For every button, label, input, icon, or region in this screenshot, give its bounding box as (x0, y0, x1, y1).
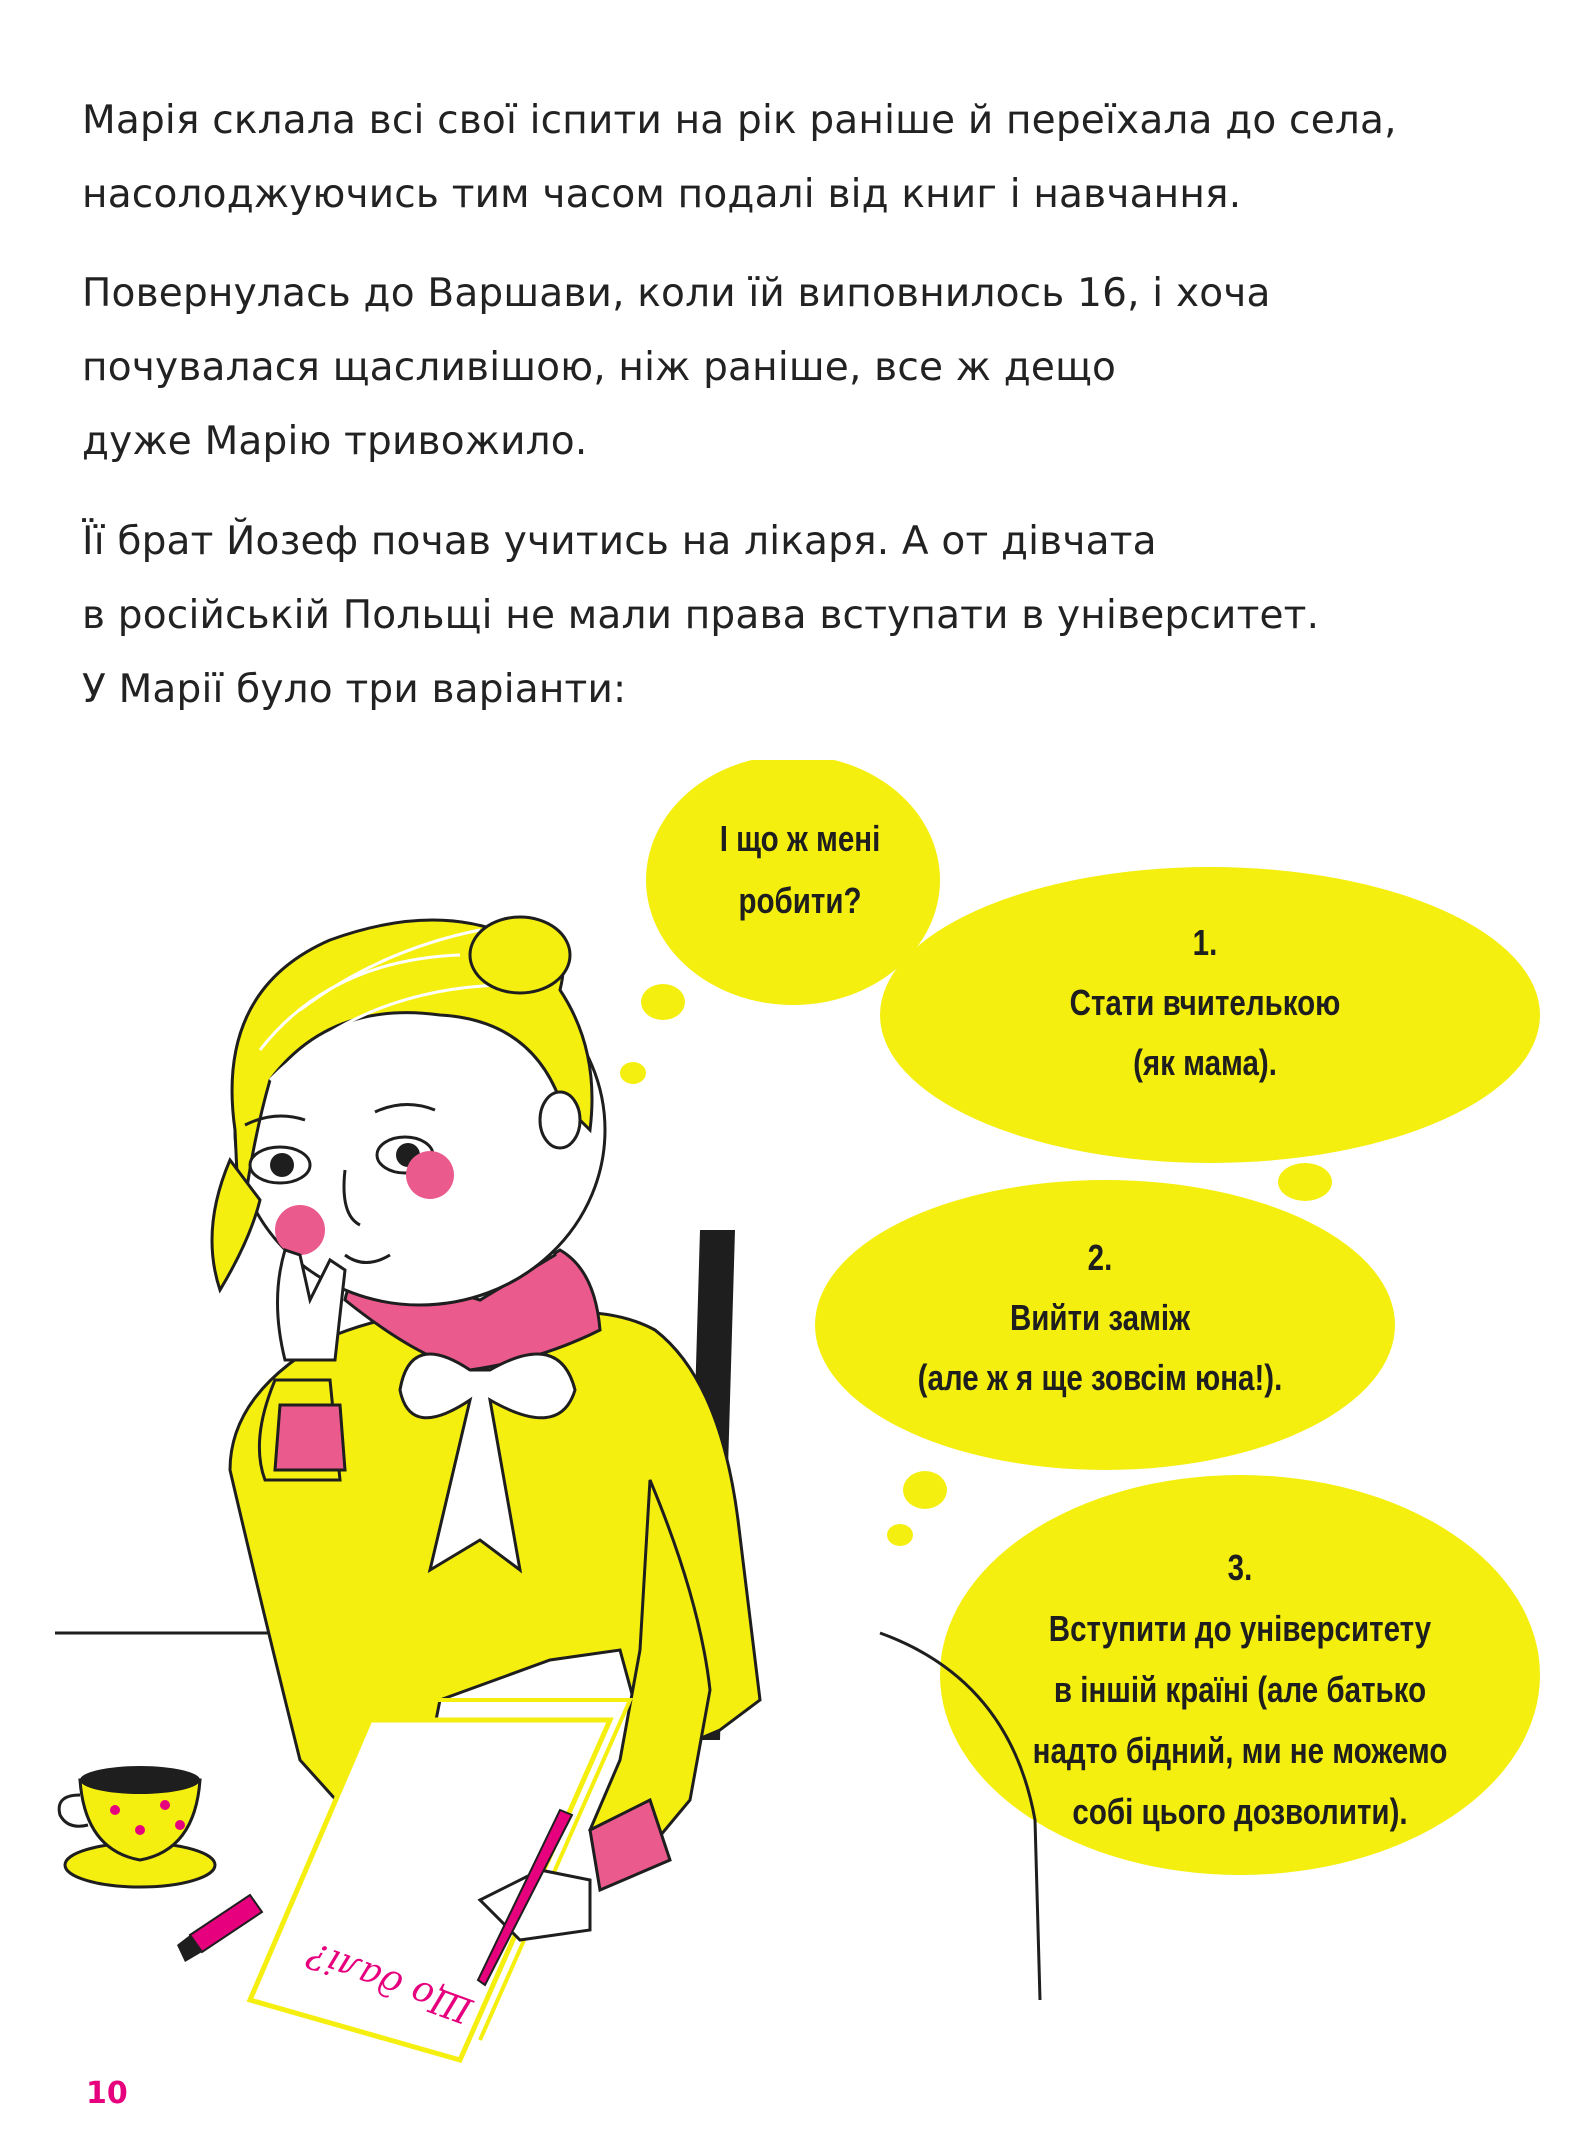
bubble-line: І що ж мені (719, 818, 881, 859)
bubble-line: в іншій країні (але батько (1053, 1669, 1427, 1710)
thought-dot (887, 1524, 913, 1546)
bubble-line: 1. (1192, 922, 1218, 963)
paragraph-1 (82, 84, 1502, 232)
thought-dot (903, 1471, 947, 1509)
paragraph-line: насолоджуючись тим часом подалі від книг і навчання. (82, 172, 1242, 217)
bubble-option-3-text (1010, 1537, 1469, 1842)
paragraph-2 (82, 257, 1502, 479)
bubble-line: робити? (738, 880, 862, 921)
cuff-left (275, 1405, 345, 1470)
pupil-left (270, 1153, 294, 1177)
paragraph-3 (82, 505, 1502, 727)
paragraph-line: У Марії було три варіанти: (82, 667, 627, 712)
bubble-line: надто бідний, ми не можемо (1032, 1730, 1448, 1771)
paragraph-line: дуже Марію тривожило. (82, 419, 588, 464)
bubble-option-1-text (1000, 913, 1410, 1093)
bubble-line: собі цього дозволити). (1072, 1791, 1408, 1832)
hair-bun (470, 917, 570, 993)
paragraph-line: Її брат Йозеф почав учитись на лікаря. А от дівчата (82, 519, 1157, 564)
thought-dot (620, 1062, 646, 1084)
bubble-line: (як мама). (1133, 1042, 1277, 1083)
bubble-line: Вступити до університету (1048, 1608, 1432, 1649)
bubble-line: Стати вчителькою (1069, 982, 1341, 1023)
bubble-line: (але ж я ще зовсім юна!). (917, 1357, 1283, 1398)
bubble-question-text (677, 808, 923, 932)
paragraph-line: в російській Польщі не мали права вступати в університет. (82, 593, 1320, 638)
paragraph-line: почувалася щасливішою, ніж раніше, все ж дещо (82, 345, 1117, 390)
thought-dot (641, 984, 685, 1020)
bubble-line: Вийти заміж (1009, 1297, 1191, 1338)
paragraph-line: Повернулась до Варшави, коли їй виповнилось 16, і хоча (82, 271, 1271, 316)
paper-handwriting: Що далі? (302, 1933, 478, 2032)
bubble-line: 2. (1087, 1237, 1113, 1278)
bubble-line: 3. (1227, 1547, 1253, 1588)
paragraph-line: Марія склала всі свої іспити на рік раніше й переїхала до села, (82, 98, 1397, 143)
cheek-right (406, 1151, 454, 1199)
thought-dot (1278, 1163, 1332, 1201)
page-number: 10 (86, 2076, 128, 2111)
thought-dot (1321, 1127, 1349, 1147)
cheek-left (275, 1205, 325, 1255)
eraser-icon (177, 1895, 262, 1962)
teacup-icon (59, 1766, 215, 1887)
bubble-option-2-text (870, 1228, 1329, 1408)
ear (540, 1092, 580, 1148)
